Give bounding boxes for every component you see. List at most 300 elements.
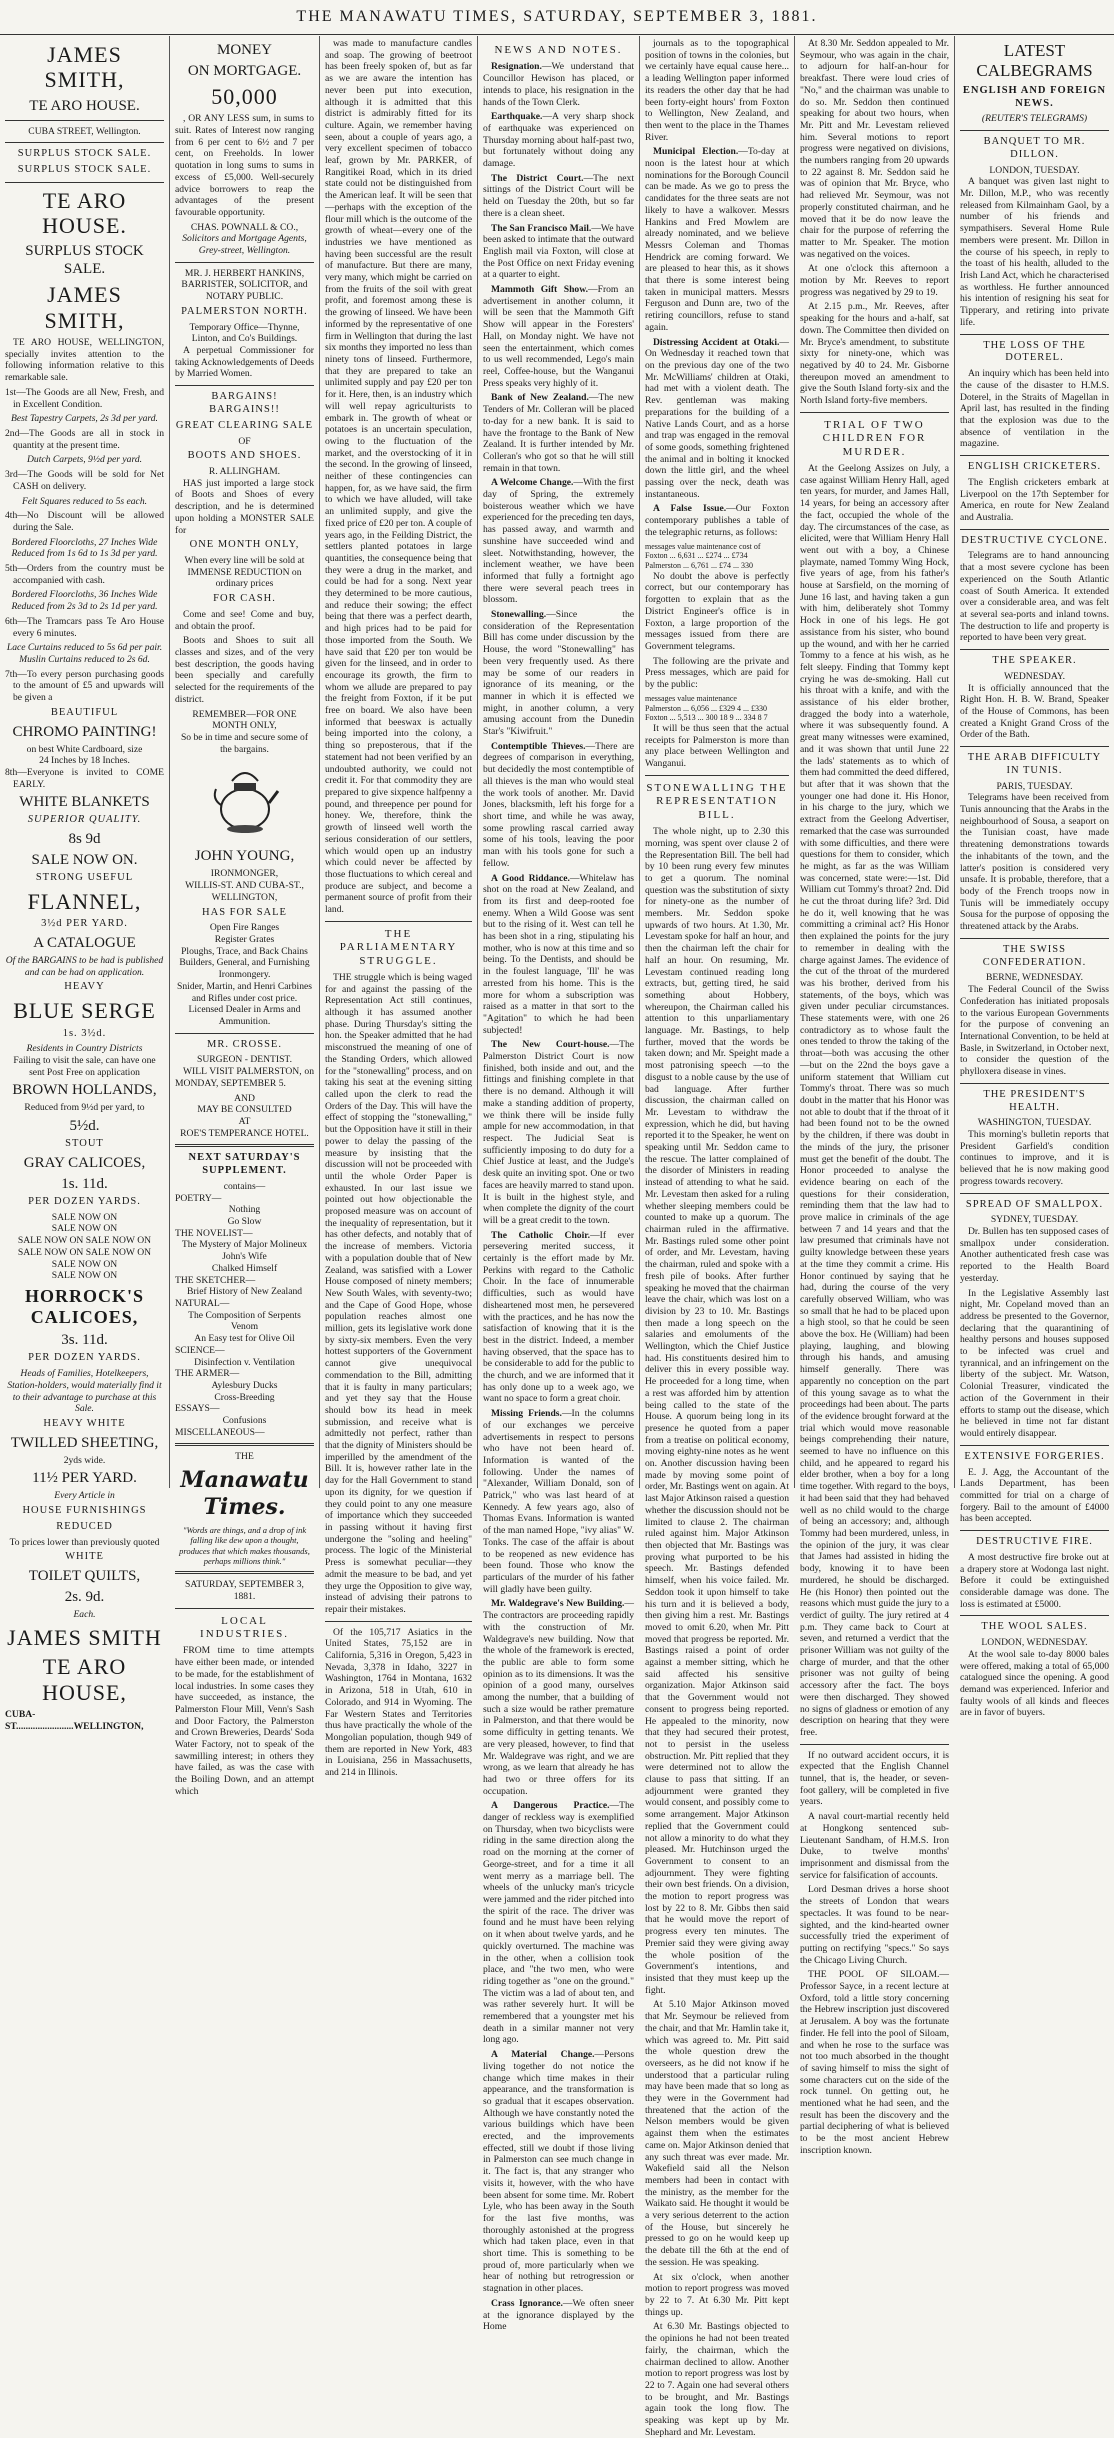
ad-price: 3½d PER YARD. [41, 918, 128, 930]
ad-line: Builders, General, and Furnishing Ironmongery. [179, 957, 310, 981]
news-item-text: —Whitelaw has shot on the road at New Zealand, and from its first and deep-rooted foe enemy. When a Wild Goose was sent but to the rising of it. West can tell he has been shot in a ring, stipulating his mother, who is now at this time and so being. To the Dentists, and should be in the foulest language, 'Ill' he was arrested from his home. This is the more for whom a subscription was raised as a matter in that sort to the "Agitation" to which he had been subjected! [483, 872, 635, 1036]
cable-dateline: BERNE, WEDNESDAY. [985, 972, 1084, 984]
cable-text: Telegrams have been received from Tunis announcing that the Arabs in the neighbourhood of Sousa, a seaport on the Tunisian coast, have made threatening demonstrations towards the inhabitants of the town, and the latter's position is considered very unsafe. It is probable, therefore, that a body of the French troops now in Tunis will be immediately occupy Sousa for the purpose of opposing the threatened attack by the Arabs. [960, 792, 1109, 933]
article-text: FROM time to time attempts have either been made, or intended to be made, for the establishment of local industries. In some cases they have succeeded, as instance, the Palmerston Flour Mill, Venn's Sash and Door Factory, the Palmerston and Crown Breweries, Deards' Soda Water Factory, not to speak of the sawmilling interest; in others they have failed, as was the case with the Boiling Down, and an attempt which [175, 1645, 314, 1797]
contents-line: POETRY— [175, 1192, 222, 1204]
divider [800, 1744, 949, 1745]
ad-line: REMEMBER—FOR ONE MONTH ONLY, [192, 708, 297, 732]
ad-line: Solicitors and Mortgage Agents, Grey-street, Wellington. [182, 233, 307, 257]
ad-line: AT [238, 1115, 251, 1127]
ad-heading: TE ARO HOUSE. [42, 187, 127, 239]
ad-heading: ON MORTGAGE. [187, 63, 302, 79]
news-item-text: —In the columns of our exchanges we perceive advertisements in respect to persons who have not been heard of. Information is wanted of the following. Under the names of "Alexander, William Donald, son of Patrick," who was last heard of at Kennedy. A few years ago, also of Thomas Evans. Information is wanted of the man named Hope, "ivy alias" W. Tonks. The case of the affair is about to be reopened as new evidence has been found. Those who know the particulars of the murder of his father will gladly have been guilty. [483, 1408, 634, 1595]
ad-line: HOUSE FURNISHINGS [22, 1505, 147, 1517]
ad-address: CUBA STREET, Wellington. [28, 125, 141, 137]
cable-text: Dr. Bullen has ten supposed cases of smallpox under consideration. Another authenticated fresh case was reported to the Health Board yesterday. [960, 1226, 1109, 1284]
divider [960, 1193, 1109, 1194]
ad-text: HAS just imported a large stock of Boots and Shoes of every description, and he is determined upon holding a MONSTER SALE for [175, 477, 314, 536]
article-text: At 6.30 Mr. Bastings objected to the opinions he had not been treated fairly, the chairman, which the chairman declined to allow. Another motion to report progress was lost by 22 to 7. Again one had several others to be brought, and Mr. Bastings again took the long flow. The speaking was kept up by Mr. Shephard and Mr. Levestam. [645, 2321, 789, 2438]
cable-title: THE WOOL SALES. [981, 1621, 1088, 1633]
news-item-title: A Material Change. [491, 2049, 595, 2061]
news-item-title: Distressing Accident at Otaki. [653, 336, 780, 348]
ad-line: Reduced from 9½d per yard, to [24, 1102, 145, 1114]
ad-item: Felt Squares reduced to 5s each. [21, 495, 148, 507]
news-item [483, 61, 634, 108]
news-item-title: Crass Ignorance. [491, 2297, 563, 2309]
table-row: Foxton ... 6,631 ... £274 ... £734 [645, 551, 748, 561]
news-item [483, 477, 634, 606]
nameplate-motto: "Words are things, and a drop of ink falling like dew upon a thought, produces that which makes thousands, perhaps millions think." [179, 1524, 310, 1566]
ad-line: SUPERIOR QUALITY. [27, 814, 142, 826]
news-item-title: The District Court. [491, 172, 584, 184]
cable-dateline: PARIS, TUESDAY. [996, 780, 1073, 792]
ad-line: So be in time and secure some of the bargains. [180, 732, 309, 755]
ad-line: ROE'S TEMPERANCE HOTEL. [180, 1127, 309, 1139]
column-2-advertisements [170, 36, 320, 1797]
cable-title: THE LOSS OF THE DOTEREL. [983, 339, 1086, 364]
news-item-text: —The Palmerston District Court is now finished, both inside and out, and the fittings and finishing complete in that there is no demand. Although it will make a standing addition of property, we think there will be inside fully ample for new accommodation, in that respect. The Judicial Seat is sufficiently imposing to do duty for a Chief Justice at least, and the Judge's desk quite an inviting spot. One or two faces are heavily marred to stand upon. It is built in the highest style, and when complete the dignity of the court will be a great credit to the town. [483, 1039, 634, 1226]
column-4-news [478, 36, 640, 2333]
news-item-text: —We understand that Councillor Hewison has placed, or intends to place, his resignation in the hands of the Town Clerk. [483, 61, 634, 108]
cable-text: The Federal Council of the Swiss Confederation has initiated proposals to the various European Governments for the purpose of convening an International Convention, to be held at Basle, in Switzerland, in October next, to consider the question of the phylloxera disease in vines. [960, 984, 1109, 1078]
contents-line: MISCELLANEOUS— [175, 1426, 265, 1438]
news-item-text: —Persons living together do not notice the change which time makes in their appearance, and the transformation is so gradual that it escapes observation. Although we have constantly noted the various buildings which have been erected, and the improvements effected, still we doubt if those living in Palmerston can see much change in it. The fact is, that any stranger who visits it, however, with the who have been absent for some time. Mr. Robert Lyle, who has been away in the South for the last five months, was thoroughly astonished at the progress which had taken place, even in that short time. This is something to be proud of, more particularly when we hear of nothing but retrogression or stagnation in other places. [483, 2049, 634, 2295]
ad-heading: TE ARO HOUSE. [29, 97, 140, 114]
news-item-text: —If ever persevering merited success, it certainly is the effort made by Mr. Perkins with regard to the Catholic Choir. In the face of innumerable difficulties, such as would have disheartened most men, he persevered with the practices, and he has now the satisfaction of knowing that it is the best in the district. Indeed, a member having observed, that the space has to be considerable to add for the public to the church, and we are informed that it has only done up to a week ago, we want no space to form a great choir. [483, 1229, 635, 1405]
news-item-title: A Dangerous Practice. [491, 1800, 610, 1812]
ad-text: A perpetual Commissioner for taking Acknowledgements of Deeds by Married Women. [175, 345, 314, 380]
contents-line: Confusions [222, 1415, 267, 1427]
article-text: Lord Desman drives a horse shoot the streets of London that wears spectacles. It was found to be near-sighted, and the kind-hearted owner successfully tried the experiment of putting on rectifying "specs." So says the Chicago Living Church. [800, 1884, 949, 1966]
ad-heading: JAMES SMITH, [44, 282, 125, 333]
article-text: Of the 105,717 Asiatics in the United States, 75,152 are in California, 5,316 in Oregon, 5,423 in Nevada, 3,378 in Idaho, 3227 in Washington, 1764 in Montana, 1632 in Arizona, 518 in Utah, 610 in Colorado, and 914 in Wyoming. The Far Western States and Territories thus have practically the whole of the Mongolian population, though 949 of them are reported in New York, 483 in Louisiana, 256 in Massachusetts, and 214 in Illinois. [325, 1626, 472, 1779]
news-item-title: The New Court-house. [491, 1039, 610, 1051]
article-text: A naval court-martial recently held at Hongkong sentenced sub-Lieutenant Sandham, of H.M.S. Iron Duke, to twelve months' imprisonment and dismissal from the service for falsification of accounts. [800, 1811, 949, 1881]
ad-line: Failing to visit the sale, can have one sent Post Free on application [13, 1055, 156, 1078]
contents-line: Nothing [228, 1204, 261, 1216]
ad-line: R. ALLINGHAM. [208, 466, 281, 478]
divider [175, 262, 314, 263]
contents-line: Brief History of New Zealand [186, 1286, 303, 1298]
news-item-title: Municipal Election. [653, 146, 739, 158]
issue-date: SATURDAY, SEPTEMBER 3, 1881. [185, 1579, 304, 1602]
cable-text: Telegrams are to hand announcing that a most severe cyclone has been experienced on the South Atlantic coast of South America. It extended over a considerable area, and was felt at several sea-ports and inland towns. The destruction to life and property is reported to have been very great. [960, 550, 1109, 644]
ad-amount: 50,000 [211, 84, 278, 109]
table-header: messages value maintenance [645, 693, 737, 703]
ad-heading: FLANNEL, [27, 888, 142, 914]
cable-dateline: SYDNEY, TUESDAY. [990, 1214, 1079, 1226]
ad-heading: JAMES SMITH [7, 1624, 162, 1650]
ad-item: Bordered Floorcloths, 36 Inches Wide Reduced from 2s 3d to 2s 1d per yard. [11, 589, 158, 613]
article-text: At 2.15 p.m., Mr. Reeves, after speaking for the hours and a-half, sat down. The Committee then divided on Mr. Bryce's amendment, to substitute sixty for ninety-one, which was negatived by 40 to 24. Mr. Gisborne thereupon moved an amendment to give the South Island forty-six and the North Island forty-five members. [800, 301, 949, 407]
divider [175, 385, 314, 386]
news-item-title: Stonewalling. [491, 609, 547, 621]
nameplate: Manawatu Times. [180, 1467, 309, 1520]
ad-text: , OR ANY LESS sum, in sums to suit. Rates of Interest now ranging from 6 per cent to 6½ and 7 per cent, on Freeholds. In lower quotation in long sums to sums in excess of £5,000. Well-securely advice borrowers to reap the advantages of the present favourable opportunity. [175, 113, 314, 218]
ad-line: STRONG USEFUL [35, 872, 134, 884]
ad-text: Come and see! Come and buy, and obtain the proof. [175, 608, 314, 632]
divider [175, 1033, 314, 1034]
divider [960, 334, 1109, 335]
ad-heading: GRAY CALICOES, [23, 1154, 146, 1171]
cable-text: It is officially announced that the Right Hon. H. B. W. Brand, Speaker of the House of Commons, has been created a Knight Grand Cross of the Order of the Bath. [960, 682, 1109, 741]
article-title: TRIAL OF TWO CHILDREN FOR MURDER. [822, 418, 927, 458]
ad-heading: TE ARO HOUSE, [42, 1654, 127, 1705]
article-text: At the Geelong Assizes on July, a case against William Henry Hall, aged ten years, for murder, and James Hall, 14 years, for being an accessory after the fact, occupied the whole of the day. The circumstances of the case, as elicited, were that William Henry Hall went out with a boy, a Chinese playmate, named Tommy Wing Hock, five years of age, from his father's house at Sarsfield, on the morning of June 16 last, and having taken a gun with him, deliberately shot Tommy Hock in one of his legs. He got assistance from his sister, who bound up the wound, and with her he carried Tommy to a fence at his wish, as he felt sleepy. Finding that Tommy kept crying he was de-smoking. Hall cut his throat with a knife, and with the assistance of his elder brother, dragged the body into a waterhole, where it was subsequently found. A great many witnesses were examined, and it was shown that until June 22 the lads' statements as to which of them had committed the deed differed, but after that it was shown that the younger one had done it. His Honor, in his charge to the jury, which we extract from the Geelong Advertiser, remarked that the case was surrounded with some difficulties, and there were questions for them to consider, which he might, as far as the was William was concerned, state were:—1st. Did William cut Tommy's throat? 2nd. Did he cut the throat during life? 3rd. Did he do it, well knowing that he was committing a criminal act? His Honor then explained the points for the jury to remember in dealing with the charge against James. The evidence of the cut of the throat of the murdered was his brother, derived from his statements, of the boys, which was given under peculiar circumstances. These statements were, with one 26 contradictory as to whose fault the ones tended to throw the taking of the throat—both was accusing the other —but on the 22nd the boys gave a uniform statement that William cut Tommy's throat. There was so much doubt in the matter that his Honor was not able to doubt that if the throat of it had been found not to be the owned by the children, if there was doubt in the minds of the jury, the prisoner must get the benefit of the doubt. The Honor proceeded to analyse the evidence bearing on each of the questions for their consideration, reminding them that the law had to prove malice in criminals of the age between 7 and 14 years and that the law presumed that criminals have not guilty knowledge between these years at the time they commit a crime. His Honor continued by saying that he had, during the course of the very carefully observed William, who was so small that he had to be placed upon a high stool, so that he could be seen above the box. He (William) had been playing, laughing, and blowing through his hands, and amusing himself generally. There was apparently no conception on the part of this young savage as to what the proceedings had been about. The parts of the evidence brought forward at the trial which would move reasonable beings comprehending their nature, seemed to have no influence on this child, and he appeared to regard his elder brother, when a boy for a long time together. With regard to the boys, it had been said that they had behaved well as no child would to the charge of being an accessory; and, although Tommy had been murdered, unless, in the opinion of the jury, it was clear that James had assisted in hiding the body, knowing it to have been murdered, he should be discharged. He (his Honor) then pointed out the reasons which must guide the jury to a verdict of guilty. The jury retired at 4 p.m. They came back to Court at seven, and returned a verdict that the prisoner William was not guilty of the charge of murder, and that the other prisoner was not guilty of being accessory after the fact. The boys were then discharged. They showed no signs of gladness or emotion of any description on hearing that they were free. [800, 463, 949, 1738]
news-item-text: —The next sittings of the District Court will be held on Tuesday the 20th, but so far there is a clean sheet. [483, 172, 634, 219]
ad-heading: A CATALOGUE [33, 935, 136, 952]
cable-title: THE SWISS CONFEDERATION. [982, 943, 1087, 968]
ad-line: HEAVY WHITE [43, 1417, 126, 1429]
cable-title: THE PRESIDENT'S HEALTH. [983, 1088, 1086, 1113]
article-title: STONEWALLING THE REPRESENTATION BILL. [646, 781, 788, 821]
ad-price: 1s. 11d. [61, 1175, 108, 1192]
contents-line: The Mystery of Major Molineux [181, 1239, 308, 1251]
news-item [483, 173, 634, 220]
ad-item: Lace Curtains reduced to 5s 6d per pair. Muslin Curtains reduced to 2s 6d. [6, 642, 163, 665]
news-item-text: —We often sneer at the ignorance displayed by the Home [483, 2297, 634, 2333]
news-item [483, 284, 634, 389]
divider [960, 130, 1109, 131]
ad-line: SALE NOW ON [51, 1211, 118, 1223]
ad-heading: TOILET QUILTS, [28, 1568, 141, 1585]
contents-line: Aylesbury Ducks [211, 1379, 278, 1391]
ad-line: CHAS. POWNALL & CO., [190, 221, 299, 233]
ad-line: WILLIS-ST. AND CUBA-ST., [185, 880, 304, 892]
ad-line: HAS FOR SALE [202, 906, 287, 918]
news-item [645, 337, 789, 501]
ad-line: Heads of Families, Hotelkeepers, Station-holders, would materially find it to their advantage to purchase at this Sale. [7, 1368, 162, 1415]
ad-text: TE ARO HOUSE, WELLINGTON, specially invites attention to the following information relative to this remarkable sale. [5, 337, 164, 384]
divider [175, 1608, 314, 1609]
divider [960, 1445, 1109, 1446]
ad-heading: CHROMO PAINTING! [12, 723, 157, 740]
news-item-title: A Good Riddance. [491, 872, 570, 884]
news-item-title: Earthquake. [491, 111, 543, 123]
cable-text: The English cricketers embark at Liverpool on the 17th September for America, en route for New Zealand and Australia. [960, 476, 1109, 523]
ad-line: SALE NOW ON SALE NOW ON [17, 1235, 152, 1247]
divider [5, 120, 164, 121]
ad-line: SALE NOW ON [51, 1223, 118, 1235]
contents-line: SCIENCE— [175, 1344, 225, 1356]
ad-heading: WHITE BLANKETS [19, 794, 150, 811]
divider [960, 1530, 1109, 1531]
article-text: It will be thus seen that the actual receipts for Palmerston is more than any place between Wellington and Wanganui. [645, 723, 789, 770]
article-title: THE PARLIAMENTARY STRUGGLE. [339, 927, 458, 967]
article-text: At 8.30 Mr. Seddon appealed to Mr. Seymour, who was again in the chair, to adjourn for half-an-hour for breakfast. There were loud cries of "No," and the chairman was unable to do so. Mr. Seddon then continued speaking for about two hours, when Mr. Pitt and Mr. Levestam relieved him. Several motions to report progress were negatived on divisions, the numbers ranging from 20 upwards to 22 against 8. Mr. Seddon said he was of opinion that Mr. Bryce, who had relieved Mr. Seymour, was not properly constituted chairman, and he moved that it be do now leave the chair for the purpose of referring the matter to Mr. Speaker. The motion was negatived on the voices. [800, 38, 949, 260]
ad-line: SALE NOW ON SALE NOW ON [17, 1246, 152, 1258]
ad-line: PER DOZEN YARDS. [28, 1195, 141, 1207]
article-title: LOCAL INDUSTRIES. [200, 1614, 289, 1641]
column-3-editorial [320, 36, 478, 1779]
news-item-title: Mammoth Gift Show. [491, 284, 589, 296]
ad-line: Of the BARGAINS to be had is published and can be had on application. [5, 955, 164, 978]
ad-price: 11½ PER YARD. [32, 1470, 137, 1487]
divider [960, 746, 1109, 747]
cable-title: BANQUET TO MR. DILLON. [983, 136, 1086, 160]
nameplate-prefix: THE [235, 1451, 254, 1463]
cable-dateline: WASHINGTON, TUESDAY. [977, 1117, 1092, 1129]
kettle-engraving-icon [210, 761, 280, 841]
news-item-text: —From an advertisement in another column, it will be seen that the Mammoth Gift Show will appear in the Foresters' Hall, on Monday night. We have not seen the entertainment, which comes to us well recommended, Lego's main reel, Coffee-house, but the Wanganui Press speaks very highly of it. [483, 284, 634, 389]
ad-line: BEAUTIFUL [50, 706, 119, 718]
ad-line: IRONMONGER, [210, 868, 279, 880]
ad-item: Dutch Carpets, 9½d per yard. [26, 454, 143, 466]
news-item-text: —To-day at noon is the latest hour at which nominations for the Borough Council can be made. As we go to press the candidates for the three seats are not likely to have a walkover. Messrs Hankins and Fred Mowlem are already nominated, and we believe Messrs Coleman and Thomas Hendrick are coming forward. We are pleased to hear this, as it shows that there is some interest being taken in municipal matters. Messrs Ferguson and Dunn are, two of the retiring councillors, refuse to stand again. [645, 146, 789, 333]
contents-line: Chalked Himself [211, 1262, 278, 1274]
divider [175, 1443, 314, 1446]
cable-text: In the Legislative Assembly last night, Mr. Copeland moved than an address be presented to the Governor, declaring that the quarantining of healthy persons and houses supposed to be infected was cruel and tyrannical, and an infringement on the liberty of the subject. Mr. Watson, Colonial Treasurer, vindicated the action of the Government in their efforts to stamp out the disease, which he believed in time not far distant would entirely disappear. [960, 1287, 1109, 1439]
ad-line: on best White Cardboard, size [26, 743, 143, 755]
section-subtitle: ENGLISH AND FOREIGN NEWS. [962, 84, 1107, 109]
ad-heading: TWILLED SHEETING, [10, 1434, 159, 1451]
ad-line: BARRISTER, SOLICITOR, and NOTARY PUBLIC. [181, 279, 308, 303]
ad-item: 5th—Orders from the country must be accompanied with cash. [5, 563, 164, 586]
section-source: (REUTER'S TELEGRAMS) [981, 113, 1088, 125]
ad-line: SALE NOW ON [51, 1270, 118, 1282]
cable-text: An inquiry which has been held into the cause of the disaster to H.M.S. Doterel, in the Straits of Magellan in April last, has resulted in the finding that the explosion was due to the absence of ventilation in the magazine. [960, 368, 1109, 450]
ad-line: Open Fire Ranges [209, 922, 280, 934]
divider [5, 182, 164, 183]
news-item-text: —Since the consideration of the Representation Bill has come under discussion by the House, the word "Stonewalling" has been very frequently used. As there may be some of our readers in ignorance of its meaning, or the manner in which it is effected we might, in another column, a very amusing account from the Dunedin Star's "Kiwifruit." [483, 609, 634, 738]
article-text: At six o'clock, when another motion to report progress was moved by 22 to 7. At 6.30 Mr. Pitt kept things up. [645, 2271, 789, 2318]
news-item-text: —With the first day of Spring, the extremely boisterous weather which we have experienced for the preceding ten days, has passed away, and warmth and sunshine have succeeded wind and sleet. Notwithstanding, however, the inclement weather, we have been informed that fully a fortnight ago there were several peach trees in blossom. [483, 477, 634, 606]
ad-line: WHITE [65, 1551, 104, 1563]
ad-heading: JOHN YOUNG, [194, 848, 295, 865]
table-row: Palmerston ... 6,761 ... £74 ... 330 [645, 561, 753, 571]
ad-line: GREAT CLEARING SALE [175, 419, 314, 431]
divider [325, 1621, 472, 1622]
column-1-advertisements [0, 36, 170, 1732]
ad-item: 6th—The Tramcars pass Te Aro House every 6 minutes. [5, 615, 164, 639]
ad-price: 5½d. [69, 1118, 100, 1135]
cable-title: ENGLISH CRICKETERS. [967, 461, 1102, 473]
ad-line: When every line will be sold at IMMENSE REDUCTION on ordinary prices [184, 555, 305, 590]
ad-line: Register Grates [214, 934, 275, 946]
divider [960, 649, 1109, 650]
news-item [645, 503, 789, 538]
ad-line: OF [238, 435, 251, 447]
news-item [483, 2298, 634, 2333]
column-6-news [795, 36, 955, 2156]
ad-heading: BLUE SERGE [13, 998, 156, 1024]
divider [645, 775, 789, 776]
divider [5, 142, 164, 143]
ad-line: FOR CASH. [213, 593, 276, 605]
contents-line: ESSAYS— [175, 1403, 220, 1415]
news-item [483, 111, 634, 170]
ad-address: CUBA-ST........................WELLINGTON, [5, 1708, 144, 1732]
news-item [483, 1230, 634, 1406]
news-item-title: Mr. Waldegrave's New Building. [491, 1598, 625, 1610]
cable-text: A most destructive fire broke out at a drapery store at Wodonga last night. Before it could be extinguished considerable damage was done. The loss is estimated at £5000. [960, 1551, 1109, 1610]
divider [960, 529, 1109, 530]
article-text: THE POOL OF SILOAM.—Professor Sayce, in a recent lecture at Oxford, told a little story concerning the Hebrew inscription just discovered at Jerusalem. A boy was the fortunate finder. He fell into the pool of Siloam, and when he rose to the surface was not too much absorbed in the thought of saving himself to miss the sight of some characters cut on the side of the rock tunnel. On getting out, he mentioned what he had seen, and the result has been the discovery and the partial deciphering of what is believed to be the most ancient Hebrew inscription known. [800, 1969, 949, 2156]
divider [325, 921, 472, 922]
article-text: THE struggle which is being waged for and against the passing of the Representation Act still continues, although it has assumed another phase. During Thursday's sitting the hon. the Speaker admitted that he had misconstrued the meaning of one of the Standing Orders, which allowed for the "stonewalling" process, and on taking his seat at the evening sitting called upon the clerk to read the Orders of the Day. This will have the effect of stopping the "stonewalling," but the Opposition have it still in their power to delay the passing of the measure by insisting that the discussion will not be proceeded with until the whole Order Paper is exhausted. In our last issue we pointed out how objectionable the proposed measure was on account of the inequality of representation, but it has other defects, and notably that of the increase of members. Victoria with a population double that of New Zealand, was satisfied with a Lower House composed of ninety members; New South Wales, with seventy-two; and the Cape of Good Hope, whose population reaches almost one million, gets its legislative work done by sixty-six members. Even the very hottest supporters of the Government cannot give unequivocal commendation to the Bill, admitting that it is faulty in many particulars; and yet they say that the House should bow its head in meek submission, and receive what is admittedly not perfect, rather than that the dignity of Ministers should be imperilled by the amendment of the Bill. It is, however rather late in the day for the Hall Government to stand upon its dignity, for we question if they could point to any one measure of importance which they succeeded in passing without it having first undergone the "soling and heeling" process. The logic of the Ministerial Press is somewhat peculiar—they admit the measure to be bad, and yet they urge the Opposition to give way, instead of advising their patrons to repair their mistakes. [325, 971, 472, 1615]
ad-price: 8s 9d [68, 831, 101, 848]
ad-line: STOUT [65, 1138, 104, 1150]
table-row: Foxton ... 5,513 ... 300 18 9 ... 334 8 7 [645, 713, 768, 723]
article-text: At one o'clock this afternoon a motion by Mr. Reeves to report progress was negatived by 29 to 19. [800, 263, 949, 298]
divider [960, 455, 1109, 456]
ad-item: 7th—To every person purchasing goods to the amount of £5 and upwards will be given a [5, 668, 164, 704]
news-item [483, 2049, 634, 2295]
contents-line: Disinfection v. Ventilation [194, 1356, 295, 1368]
cable-title: THE SPEAKER. [992, 655, 1077, 667]
ad-line: contains— [223, 1180, 266, 1192]
news-item-text: —The contractors are proceeding rapidly with the construction of Mr. Waldegrave's new building. Now that the whole of the framework is erected, the public are able to form some opinion as to its dimensions. It was the opinion of a good many, ourselves among the number, that a building of such a size would be rather premature in Palmerston, and that there would be some difficulty in getting tenants. We are very pleased, however, to find that Mr. Waldegrave was right, and we are wrong, as we learn that already he has had two or three offers for its occupation. [483, 1598, 634, 1797]
ad-line: MAY BE CONSULTED [197, 1104, 292, 1116]
news-item-title: The San Francisco Mail. [491, 222, 592, 234]
ad-line: 24 Inches by 18 Inches. [39, 755, 130, 767]
contents-line: Go Slow [227, 1216, 262, 1228]
table-header: messages value maintenance cost of [645, 541, 761, 551]
cable-title: SPREAD OF SMALLPOX. [965, 1198, 1104, 1210]
ad-item: 2nd—The Goods are all in stock in quantity at the present time. [5, 428, 164, 451]
news-item-title: Missing Friends. [491, 1408, 562, 1420]
article-text: No doubt the above is perfectly correct, but our contemporary has forgotten to explain that as the District Engineer's office is in Foxton, a large proportion of the messages issued from there are Government telegrams. [645, 570, 789, 652]
news-item-text: —Our Foxton contemporary publishes a table of the telegraphic returns, as follows: [645, 503, 790, 538]
news-item-text: —There are degrees of comparison in everything, but decidedly the most contemptible of all thieves is the man who would steal the work tools of another. Mr. David Jones, blacksmith, left his forge for a short time, and while he was away, some prowling rascal carried away some of his tools, leaving the poor man with his tools gone for such a fellow. [483, 740, 635, 869]
cable-text: At the wool sale to-day 8000 bales were offered, making a total of 65,000 catalogued since the opening. A good demand was experienced. Inferior and faulty wools of all kinds and fleeces are in favor of buyers. [960, 1648, 1109, 1719]
news-item-text: —A very sharp shock of earthquake was experienced on Thursday morning about half-past two, but fortunately without doing any damage. [483, 111, 634, 170]
divider [960, 1615, 1109, 1616]
news-item [483, 1408, 634, 1595]
news-item [483, 1598, 634, 1797]
ad-line: Each. [73, 1609, 96, 1621]
ad-text: WILL VISIT PALMERSTON, on MONDAY, SEPTEMBER 5. [175, 1066, 314, 1089]
ad-line: PALMERSTON NORTH. [181, 305, 308, 317]
article-text: The whole night, up to 2.30 this morning, was spent over clause 2 of the Representation Bill. The bell had by 10 been rung every few minutes to get a quorum. The nominal question was the substitution of sixty for ninety-one as the number of members. Mr. Seddon spoke upwards of two hours. At 1.30, Mr. Levestam spoke for half an hour, and then the chairman left the chair for half an hour. On resuming, Mr. Levestam continued reading long extracts, but, getting tired, he said something about Hobbery, whereupon, the Chairman called his attention to this unparliamentary language. Mr. Bastings, to help further, moved that the words be taken down; and Mr. Speight made a most patronising speech —to the disgust to a noble cause by the use of bad language. After further discussion, the chairman called on Mr. Levestam to withdraw the expression, which he did, but having reported it to the Speaker, he went on speaking until Mr. Seddon came to the rescue. The latter complained of the disorder of Ministers in reading instead of attending to what he said. Mr. Levestam then asked for a ruling whether sleeping members could be counted to make up a quorum. The chairman ruled in the affirmative. Mr. Bastings ruled some other point of order, and Mr. Levestam, having the chairman, ruled and spoke with a fresh pile of books. After further speaking he moved that the chairman leave the chair, which was lost on a division by 23 to 10. Mr. Bastings then made a long speech on the salaries and emoluments of the Wellington, which the Chief Justice had. His constituents desired him to deliver this in every possible way. He proceeded for a long time, when a rest was afforded him by attention being called to the state of the House. A quorum being long in its presence he quoted from a paper from a treatise on political economy, moving eighty-nine notes as he went on. Another discussion having been made by moving some point of order, Mr. Bastings went on again. At last Major Atkinson raised a question whether the discussion should not be limited to clause 2. The chairman ruled against him. Major Atkinson then objected that Mr. Bastings was proving what purported to be his speech. Mr. Bastings defended himself, when his voice failed. Mr. Seddon took it upon himself to take his turn and it is believed a body, then giving him a rest. Mr. Bastings moved to omit 6.20, when Mr. Pitt moved that progress be reported. Mr. Bastings raised a point of order against a member sitting, which he said affected his sensitive organization. Major Atkinson said that the Government would not consent to progress being reported. He appealed to the minority, now that they had secured their protest, not to persist in the useless obstruction. Mr. Pitt replied that they were determined not to allow the clause to pass that sitting. If an adjournment were granted they would consent, and possibly come to some arrangement. Major Atkinson replied that the Government could not allow a minority to do what they pleased. Mr. Hutchinson urged the Government to consent to an adjournment. They were fighting their own best friends. On a division, the motion to report progress was lost by 22 to 8. Mr. Gibbs then said that he would move the report of progress every ten minutes. The Premier said they were giving away the whole position of the Government's intentions, and insisted that they must keep up the fight. [645, 826, 789, 1996]
cable-title: EXTENSIVE FORGERIES. [964, 1450, 1105, 1462]
news-item-title: A False Issue. [653, 503, 727, 515]
cable-dateline: LONDON, TUESDAY. [989, 164, 1080, 176]
section-heading: NEXT SATURDAY'S SUPPLEMENT. [188, 1152, 301, 1177]
article-text: was made to manufacture candles and soap. The growing of beetroot has been freely spoken of, but as far as we are aware the intention has never been put into execution, although it is admitted that this district is admirably fitted for its culture. Again, we remember having seen, about a couple of years ago, a very excellent specimen of tobacco leaf, grown by Mr. PARKER, of Rangitikei Road, which in its dried state could not be distinguished from the American leaf. It will be seen that—perhaps with the exception of the flour mill which is the outcome of the growth of wheat—every one of the industries we have mentioned as having been successful are the result of manufacture. But there are many, very many, which might be carried on from the fruits of the soil with great profit, and foremost among these is the growing of linseed. We have been informed by the representative of one firm in Wellington that during the last six months they imported no less than ninety tons of linseed. Furthermore, that they are prepared to take an unlimited supply and pay £20 per ton for it. Here, then, is an industry which will well repay agriculturists to embark in. The growth of wheat or potatoes is an uncertain speculation, owing to the fluctuation of the market, and the overstocking of it in the second. In the growing of linseed, neither of these contingencies can happen, for, as we have said, the firm to which we have alluded, will take an unlimited supply, and give the fixed price of £20 per ton. A couple of years ago, in the Feilding District, the settlers planted potatoes in large quantities, the consequence being that they were a drug in the market, and could be had for a song. Next year they determined to be more cautious, and reduce their sowing; the effect being that there was a perfect dearth, and high prices had to be paid for those imported from the South. We have said that £20 per ton would be given for the linseed, and in order to encourage its growth, the firm to whom we allude are prepared to pay the freight from Foxton, if it be put free on board. We also have been informed that beeswax is actually being imported into the colony, a thing so preposterous, that if the statement had not been verified by an undoubted authority, we could not credit it. For that commodity they are prepared to give sixpence halfpenny a pound, and threepence per pound for honey. We, therefore, think the growth of linseed well worth the serious consideration of our settlers, which would open up an industry which could never be affected by those fluctuations to which cereal and produce are subject, and become a permanent source of profit from their land. [325, 38, 472, 916]
ad-heading: JAMES SMITH, [44, 42, 125, 93]
ad-line: Licensed Dealer in Arms and Ammunition. [188, 1004, 301, 1027]
news-item [483, 873, 634, 1037]
cable-title: DESTRUCTIVE CYCLONE. [961, 534, 1108, 546]
news-item-title: Resignation. [491, 61, 542, 73]
ad-line: BOOTS AND SHOES. [187, 450, 302, 462]
news-item [483, 741, 634, 870]
ad-item: 1st—The Goods are all New, Fresh, and in Excellent Condition. [5, 386, 164, 410]
news-item-text: —We have been asked to intimate that the outward English mail via Foxton, will close at the Post Office on next Friday evening at a quarter to eight. [483, 222, 634, 281]
news-item-title: Bank of New Zealand. [491, 392, 589, 404]
ad-line: WELLINGTON, [211, 891, 278, 903]
news-item-title: Contemptible Thieves. [491, 740, 586, 752]
divider [960, 1083, 1109, 1084]
ad-line: SURGEON - DENTIST. [197, 1054, 292, 1066]
cable-text: A banquet was given last night to Mr. Dillon, M.P., who was recently released from Kilmainham Gaol, by a number of his friends and sympathisers. Several Home Rule members were present. Mr. Dillon in the course of his speech, in reply to the toast of his health, alluded to the Irish Land Act, which he characterised as worthless. He further announced his intention of resigning his seat for Tipperary, and retiring into private life. [960, 176, 1109, 328]
ad-line: Residents in Country Districts [26, 1043, 143, 1055]
ad-heading: SURPLUS STOCK SALE. [25, 243, 144, 278]
cable-title: DESTRUCTIVE FIRE. [976, 1536, 1093, 1548]
article-text: journals as to the topographical position of towns in the colonies, but we certainly have equal cause here... a leading Wellington paper informed its readers the other day that he had been forty-eight hours' from Foxton to Wellington, New Zealand, and then went to the place in the Thames River. [645, 38, 789, 143]
ad-price: 3s. 11d. [61, 1332, 108, 1349]
contents-line: THE SKETCHER— [175, 1274, 256, 1286]
ad-heading: BROWN HOLLANDS, [12, 1082, 157, 1099]
article-text: At 5.10 Major Atkinson moved that Mr. Seymour be relieved from the chair, and that Mr. Hamlin take it, which was agreed to. Mr. Pitt said the whole question drew the overseers, as he did not know if he understood that a particular ruling may have been made that so long as they were in the Government had threatened that the action of the Nelson members would be given against them when the estimates came on. Major Atkinson denied that any such threat was ever made. Mr. Wakefield said all the Nelson members had been in contact with the ministry, as the member for the Waikato said. He thought it would be a very serious deterrent to the action of the House, but sincerely he pressed to go on he would keep up the debate till the 6th at the end of the session. He was speaking. [645, 1999, 790, 2268]
ad-line: To prices lower than previously quoted [9, 1536, 160, 1548]
table-row: Palmerston ... 6,056 ... £329 4 ... £330 [645, 703, 767, 713]
cable-dateline: WEDNESDAY. [1003, 670, 1066, 682]
ad-heading: MONEY [217, 42, 272, 58]
ad-item: Best Tapestry Carpets, 2s 3d per yard. [11, 413, 158, 425]
divider [175, 1144, 314, 1147]
masthead: THE MANAWATU TIMES, SATURDAY, SEPTEMBER 3, 1881. [0, 0, 1114, 35]
news-item [483, 392, 634, 474]
ad-line: SURPLUS STOCK SALE. [17, 148, 152, 160]
article-text: If no outward accident occurs, it is expected that the English Channel tunnel, that is, the header, or seven-foot gallery, will be completed in five years. [800, 1749, 949, 1808]
ad-line: BARGAINS! BARGAINS!! [209, 391, 280, 415]
news-item-text: —The new Tenders of Mr. Colleran will be placed to-day for a new bank. It is said to have the frontage to the Bank of New Zealand. It is further intended by Mr. Colleran's who got so that he will still remain in that town. [483, 392, 634, 474]
contents-line: The Composition of Serpents Venom [188, 1309, 301, 1333]
cable-dateline: LONDON, WEDNESDAY. [981, 1637, 1088, 1649]
ad-item: 3rd—The Goods will be sold for Net CASH on delivery. [5, 469, 164, 492]
ad-line: SALE NOW ON [51, 1258, 118, 1270]
ad-item: Bordered Floorcloths, 27 Inches Wide Reduced from 1s 6d to 1s 3d per yard. [11, 536, 158, 560]
news-item-title: A Welcome Change. [491, 477, 574, 489]
ad-line: MR. CROSSE. [207, 1038, 282, 1050]
news-item-text: —On Wednesday it reached town that on the previous day one of the two Mr. McWilliams' children at Otaki, had met with a violent death. The Rev. gentleman was making preparations for the building of a Native Lands Court, and as a horse and trap was engaged in the removal of some goods, something frightened the animal and in bolting it knocked down the little girl, and the wheel passing over the neck, death was instantaneous. [645, 336, 789, 500]
cable-title: THE ARAB DIFFICULTY IN TUNIS. [967, 752, 1102, 776]
ad-line: SURPLUS STOCK SALE. [17, 164, 152, 176]
ad-heading: SALE NOW ON. [31, 852, 138, 869]
news-item [483, 223, 634, 282]
divider [960, 938, 1109, 939]
news-item-title: The Catholic Choir. [491, 1229, 591, 1241]
news-item [483, 1039, 634, 1226]
section-title: NEWS AND NOTES. [494, 44, 623, 56]
news-item [483, 609, 634, 738]
ad-line: REDUCED [56, 1520, 113, 1532]
news-item [483, 1800, 634, 2046]
ad-heading: HORROCK'S CALICOES, [24, 1285, 144, 1327]
contents-line: THE ARMER— [175, 1368, 240, 1380]
contents-line: An Easy test for Olive Oil [194, 1333, 295, 1345]
ad-item: 4th—No Discount will be allowed during the Sale. [5, 510, 164, 533]
divider [800, 412, 949, 413]
article-text: The following are the private and Press messages, which are paid for by the public: [645, 655, 789, 691]
ad-price: 2s. 9d. [64, 1589, 105, 1606]
column-7-cablegrams [955, 36, 1114, 1719]
news-item-text: —The danger of reckless way is exemplified on Thursday, when two bicyclists were riding in the same direction along the road on the morning at the corner of George-street, and for a time it all went merry as a marriage bell. The wheels of the unlucky man's tricycle were jammed and the rider pitched into the spirit of the race. The driver was found and he must have been relying on it when about twelve yards, and he quickly overturned. The machine was in the other, when a collision took place, and "the two men, who were riding together as "one on the ground." The victim was a lad of about ten, and was rather severely hurt. It will be remembered that a youngster met his death in a similar manner not very long ago. [483, 1800, 634, 2046]
ad-line: ONE MONTH ONLY, [189, 539, 300, 551]
ad-line: PER DOZEN YARDS. [28, 1352, 141, 1364]
ad-text: Boots and Shoes to suit all classes and sizes, and of the very best description, the goods having been specially and carefully selected for the requirements of the district. [175, 635, 314, 705]
ad-line: Temporary Office—Thynne, Linton, and Co's Buildings. [189, 321, 300, 345]
ad-price: 1s. 3½d. [62, 1027, 107, 1039]
column-5-news [640, 36, 795, 2438]
contents-line: THE NOVELIST— [175, 1227, 253, 1239]
ad-line: 2yds wide. [63, 1454, 106, 1466]
ad-line: Ploughs, Trace, and Back Chains [181, 945, 308, 957]
contents-line: John's Wife [222, 1251, 267, 1263]
ad-item: 8th—Everyone is invited to COME EARLY. [5, 766, 164, 790]
ad-line: MR. J. HERBERT HANKINS, [184, 267, 305, 279]
contents-line: NATURAL— [175, 1297, 230, 1309]
cable-text: This morning's bulletin reports that President Garfield's condition continues to improve, and it is believed that he is now making good progress towards recovery. [960, 1129, 1109, 1187]
ad-line: AND [234, 1092, 255, 1104]
contents-line: Cross-Breeding [214, 1391, 275, 1403]
cable-text: E. J. Agg, the Accountant of the Lands Department, has been committed for trial on a charge of forgery. Bail to the amount of £4000 has been accepted. [960, 1466, 1109, 1525]
divider [175, 1571, 314, 1574]
news-item [645, 146, 789, 333]
ad-line: Snider, Martin, and Henri Carbines and Rifles under cost price. [177, 980, 312, 1004]
